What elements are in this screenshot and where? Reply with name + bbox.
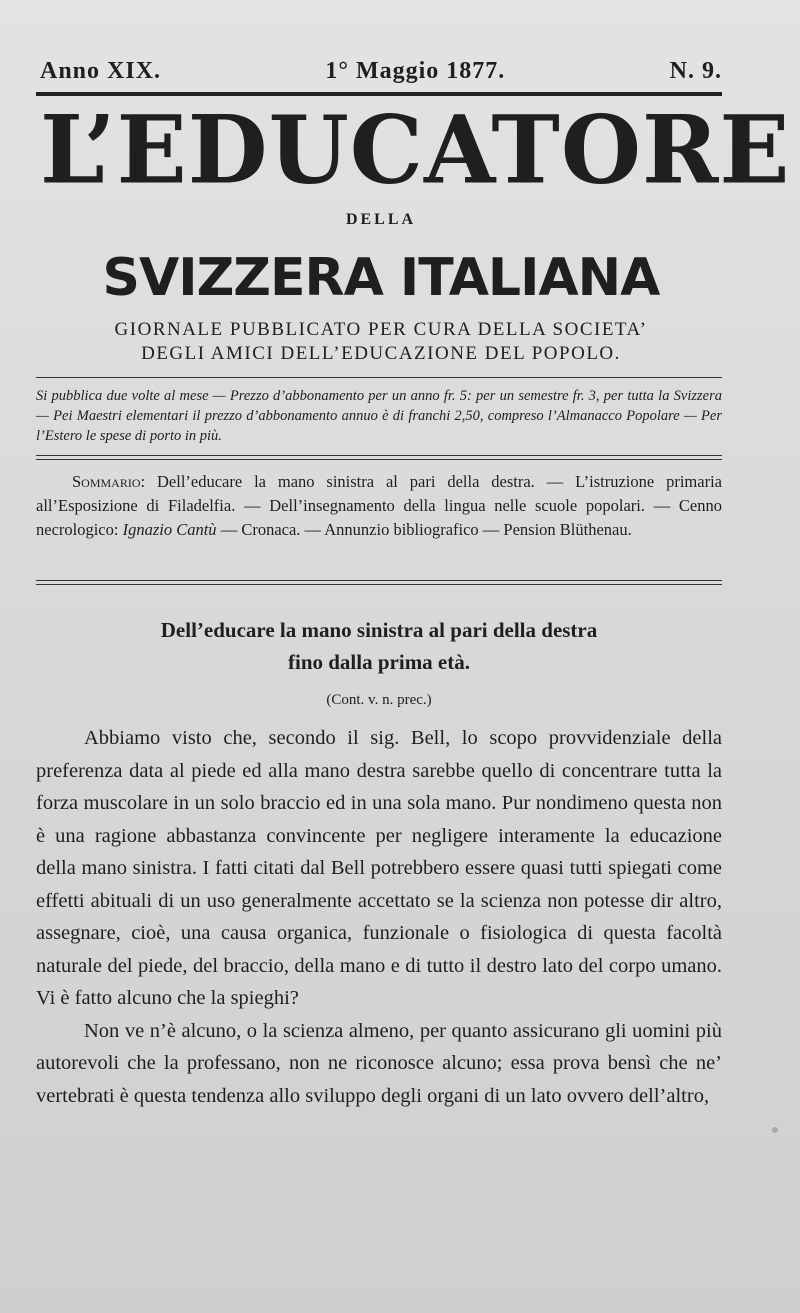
continuation-note: (Cont. v. n. prec.) (326, 692, 432, 708)
publisher-line-2: DEGLI AMICI DELL’EDUCAZIONE DEL POPOLO. (141, 343, 621, 364)
summary-block (36, 470, 722, 542)
divider-double-rule (36, 455, 722, 460)
article-title (36, 614, 722, 678)
issue-date: 1° Maggio 1877. (325, 58, 506, 84)
summary-text-end: — Cronaca. — Annunzio bibliografico — Pension Blüthenau. (216, 520, 632, 539)
newspaper-title: L’EDUCATORE (40, 94, 791, 206)
article-paragraph-1: Abbiamo visto che, secondo il sig. Bell, lo scopo provvidenziale della preferenza data al piede ed alla mano destra sarebbe quello di concentrare tutta la forza muscolare in un solo braccio ed in una sola mano. Pur nondimeno questa non è una ragione abbastanza convincente per negligere interamente la educazione della mano sinistra. I fatti citati dal Bell potrebbero essere quasi tutti spiegati come effetti abituali di un uso generalmente accettato se la scienza non potesse dir altro, assegnare, cioè, una causa organica, funzionale o fisiologica di questa facoltà naturale del piede, del braccio, della mano e di tutto il destro lato del corpo umano. Vi è fatto alcuno che la spieghi? (36, 727, 722, 1009)
title-connector: DELLA (345, 211, 417, 228)
page-speck (772, 1127, 778, 1133)
divider-rule (36, 377, 722, 378)
article-title-line-2: fino dalla prima età. (288, 650, 470, 674)
newspaper-subtitle: SVIZZERA ITALIANA (102, 248, 660, 308)
subscription-terms: Si pubblica due volte al mese — Prezzo d’abbonamento per un anno fr. 5: per un semestre fr. 3, per tutta la Svizzera — Pei Maestri elementari il prezzo d’abbonamento annuo è di franchi 2,50, compreso l’Almanacco Popolare — Per l’Estero le spese di porto in più. (36, 388, 722, 444)
masthead-info-line (40, 58, 722, 85)
summary-text: : Dell’educare la mano sinistra al pari della destra. — L’istruzione primaria all’Esposizione di Filadelfia. — Dell’insegnamento della lingua nelle scuole popolari. — Cenno necrologico: (36, 472, 722, 539)
summary-label: Sommario (72, 472, 141, 491)
article-title-line-1: Dell’educare la mano sinistra al pari della destra (160, 618, 598, 642)
article-body (36, 722, 722, 1112)
publisher-line-1: GIORNALE PUBBLICATO PER CURA DELLA SOCIETA’ (114, 319, 648, 340)
summary-name: Ignazio Cantù (122, 520, 217, 539)
article-paragraph-2: Non ve n’è alcuno, o la scienza almeno, per quanto assicurano gli uomini più autorevoli che la professano, non ne riconosce alcuno; essa prova bensì che ne’ vertebrati è questa tendenza allo sviluppo degli organi di un lato ovvero dell’altro, (36, 1019, 722, 1107)
issue-number: N. 9. (669, 58, 722, 84)
divider-double-rule-2 (36, 580, 722, 585)
year-label: Anno XIX. (40, 58, 162, 84)
